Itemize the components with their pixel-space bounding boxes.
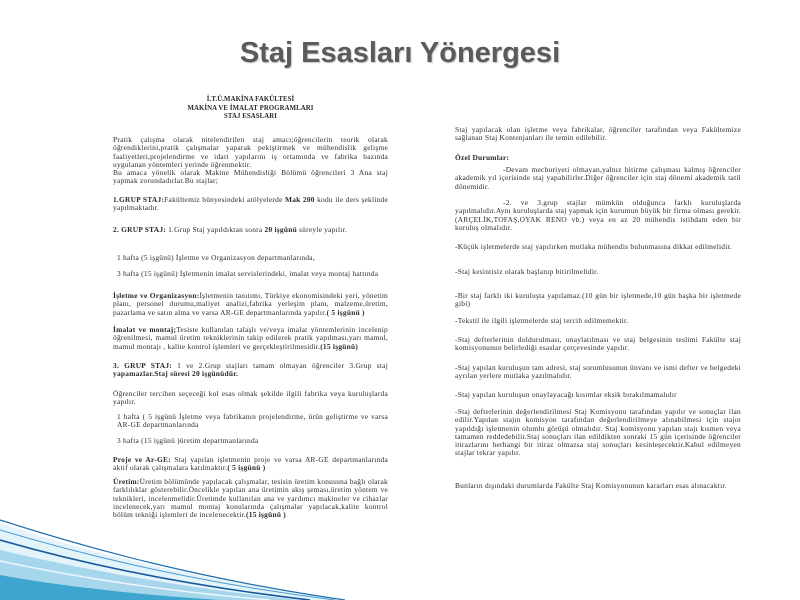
slide-title: Staj Esasları Yönergesi: [239, 37, 561, 69]
manufacturing-duration: (15 işgünü): [320, 341, 359, 351]
document-heading: STAJ ESASLARI: [223, 113, 278, 120]
group1-course-code: Mak 200: [284, 195, 315, 204]
intro-section: [113, 136, 388, 186]
group1-text: Fakültemiz bünyesindeki atölyelerde: [164, 195, 285, 204]
rule-item: -Staj yapılan kuruluşun onaylayacağı kısımlar eksik bırakılmamalıdır: [455, 390, 677, 399]
special-cases-heading-line: [455, 154, 741, 162]
group2-weeks3-line: 3 hafta (15 işgünü) İşletmenin imalat servislerindeki, imalat veya montaj hattında: [117, 269, 379, 278]
group2-label: 2. GRUP STAJ:: [113, 225, 167, 234]
organization-duration: ( 5 işgünü ): [326, 307, 365, 317]
group2-text-end: süreyle yapılır.: [296, 225, 347, 234]
purpose-paragraph: Pratik çalışma olarak nitelendirilen staj amacı;öğrencilerin teorik olarak öğrendiklerini,pratik çalışmalar yaparak pekiştirmek ve mühendislik gelişme faaliyetleri,projelendirme ve idari yapılarını iş ortamında ve fabrika bazında uygulanan yöntemleri yerinde öğrenmektir.: [113, 135, 388, 169]
rule-item: -Staj kesintisiz olarak başlanıp bitirilmelidir.: [455, 267, 599, 276]
group3-text: 1 ve 2.Grup stajları tamam olmayan öğrenciler 3.Grup staj: [171, 361, 388, 370]
requirement-paragraph: Bu amaca yönelik olarak Makine Mühendisliği Bölümü öğrencileri 3 Ana staj yapmak zorundadırlar.Bu stajlar;: [113, 168, 388, 186]
faculty-heading: İ.T.Ü.MAKİNA FAKÜLTESİ: [206, 96, 295, 103]
group3-paragraph: [113, 362, 388, 379]
group3-choice-paragraph: Öğrenciler tercihen seçeceği kol esas olmak şekilde ilgili fabrika veya kuruluşlarda yapılır.: [113, 389, 388, 407]
group1-paragraph: [113, 196, 388, 213]
group3-label: 3. GRUP STAJ:: [113, 361, 172, 370]
scanned-page-right: [455, 0, 741, 600]
rule-item: -Küçük işletmelerde staj yapılırken mutlaka mühendis bulunmasına dikkat edilmelidir.: [455, 242, 732, 251]
group1-text-end: kodu ile ders şeklinde yapılmaktadır.: [113, 195, 388, 213]
group2-duration: 20 işgünü: [264, 225, 297, 234]
manufacturing-paragraph: [113, 326, 388, 351]
manufacturing-text: Tesiste kullanılan talaşlı ve/veya imalat yöntemlerinin incelenip öğrenilmesi, mamul üretim tekniklerinin takip edilerek pratik yapılması,yarı mamul, mamul montajı , kalite kontrol işlemleri ve gerçekleştirilmesidir.: [113, 325, 388, 351]
workplace-paragraph: Staj yapılacak olan işletme veya fabrikalar, öğrenciler tarafından veya Fakültemize sağlanan Staj Kontenjanları ile temin edilebilir.: [455, 125, 741, 143]
group1-label: 1.GRUP STAJ:: [113, 195, 165, 204]
project-text: Staj yapılan işletmenin proje ve varsa AR-GE departmanlarında aktif olarak çalışmalara katılmaktır.: [113, 455, 388, 473]
organization-label: İşletme ve Organizasyon:: [113, 291, 200, 300]
group2-week1-line: 1 hafta (5 işgünü) İşletme ve Organizasyon departmanlarında,: [117, 253, 315, 262]
rule-item: -Devam mecburiyeti olmayan,yalnız bitirme çalışması kalmış öğrenciler akademik yıl içerisinde staj yapabilirler.Diğer öğrenciler için staj dönemi akademik tatil dönemidir.: [455, 165, 741, 191]
production-duration: (15 işgünü ): [246, 510, 286, 520]
rule-item: -Tekstil ile ilgili işletmelerde staj tercih edilmemektir.: [455, 316, 629, 325]
decorative-swoosh: [0, 505, 345, 600]
rule-item: -Staj defterlerinin değerlendirilmesi Staj Komisyonu tarafından yapılır ve sonuçlar ilan edilir.Yapılan stajın komisyon tarafından değerlendirilmeye alınabilmesi için stajın yapıldığı işletmenin olumlu görüşü olmalıdır. Staj komisyonu yapılan stajı kısmen veya tamamen reddedebilir.Staj sonuçları ilan edildikten sonraki 15 gün içerisinde öğrenciler itirazlarını herhangi bir itiraz olmazsa staj sonuçları kesinleşecektir.Kabul edilmeyen stajlar tekrar yapılır.: [455, 407, 741, 458]
production-label: Üretim:: [113, 477, 140, 486]
program-heading: MAKİNA VE İMALAT PROGRAMLARI: [187, 104, 314, 112]
closing-paragraph: Bunların dışındaki durumlarda Fakülte Staj Komisyonunun kararları esas alınacaktır.: [455, 481, 727, 490]
rule-item: -Staj yapılan kuruluşun tam adresi, staj sorumlusunun ünvanı ve ismi defter ve belgedeki ayrılan yerlere mutlaka yazılmalıdır.: [455, 363, 741, 381]
group2-text: 1.Grup Staj yapıldıktan sonra: [166, 225, 265, 234]
rule-item: -Staj defterlerinin doldurulması, onaylatılması ve staj belgesinin teslimi Fakülte staj komisyonunun belirlediği esaslar çerçevesinde yapılır.: [455, 335, 741, 353]
project-paragraph: [113, 456, 388, 473]
production-text: Üretim bölümünde yapılacak çalışmalar, tesisin üretim konusuna bağlı olarak farklılıklar gösterebilir.Öncelikle yapılan ana üretimin akış şeması,üretim yöntem ve teknikleri, incelenmelidir.Üretimde kullanılan ana ve yardımcı makineler ve cihazlar incelenecek,yarı mamul montaj konularında çalışmalar yapılacak,kalite kontrol bölüm tekniği işlemleri de incelenecektir.: [113, 477, 388, 520]
organization-text: İşletmenin tanıtımı, Türkiye ekonomisindeki yeri, yönetim planı, personel durumu,maliyet analizi,fabrika yerleşim planı, malzeme,üretim, pazarlama ve satın alma ve varsa AR-GE departmanlarında yapılır.: [113, 291, 388, 317]
organization-paragraph: [113, 292, 388, 317]
group2-paragraph: [113, 226, 388, 234]
project-duration: ( 5 işgünü ): [227, 463, 266, 473]
manufacturing-label: İmalat ve montaj;: [113, 325, 177, 334]
project-label: Proje ve Ar-GE:: [113, 455, 171, 464]
rule-item: -2. ve 3.grup stajlar mümkün olduğunca farklı kuruluşlarda yapılmalıdır.Aynı kuruluşlarda staj yapmak için kurumun büyük bir firma olması gerekir.(ARÇELİK,TOFAŞ,OYAK RENO vb.) veya en az 20 mühendis istihdam eden bir kuruluş olmalıdır.: [455, 198, 741, 232]
group3-week1-line: 1 hafta ( 5 işgünü İşletme veya fabrikanın projelendirme, ürün geliştirme ve varsa AR-GE departmanlarında: [117, 412, 388, 430]
special-cases-heading: Özel Durumlar:: [455, 153, 510, 162]
group3-duration: yapamazlar.Staj süresi 20 işgünüdür.: [113, 369, 239, 379]
rule-item: -Bir staj farklı iki kuruluşta yapılamaz.(10 gün bir işletmede,10 gün başka bir işletmede gibi): [455, 291, 741, 309]
group3-weeks3-line: 3 hafta (15 işgünü )üretim departmanlarında: [117, 436, 259, 445]
